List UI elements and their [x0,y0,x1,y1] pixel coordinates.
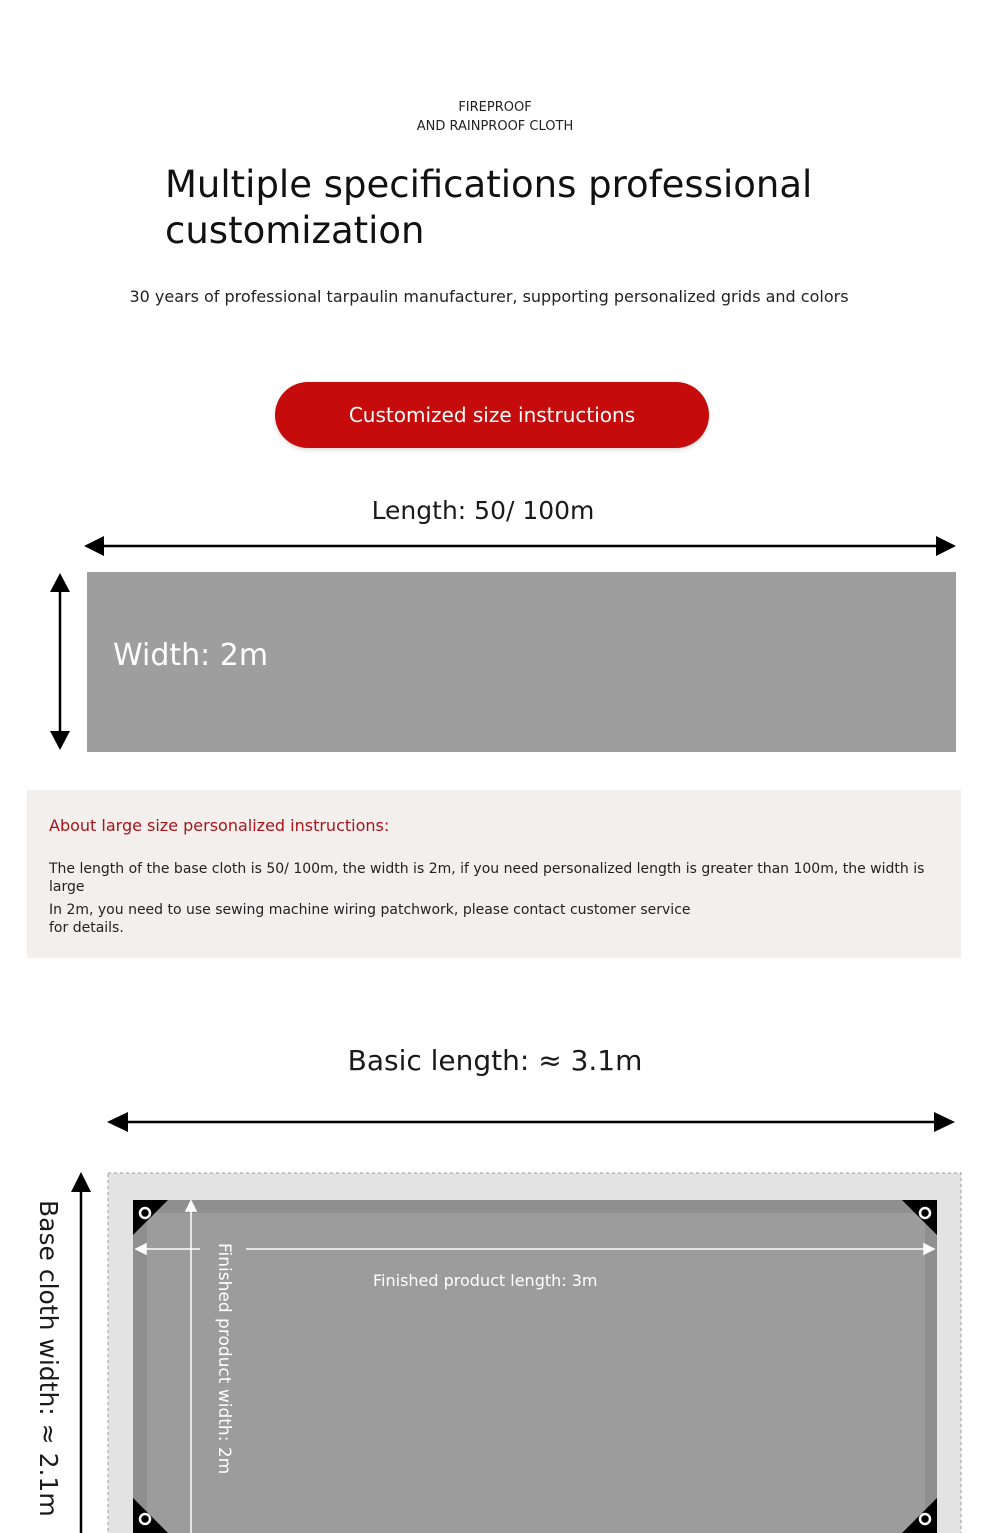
info-heading: About large size personalized instructions: [49,816,390,835]
kicker-line-2: AND RAINPROOF CLOTH [416,119,574,134]
base-width-label: Base cloth width: ≈ 2.1m [34,1200,63,1517]
basic-length-label: Basic length: ≈ 3.1m [347,1044,643,1077]
page-title: Multiple specifications professional customization [165,163,813,252]
info-line-2: In 2m, you need to use sewing machine wiring patchwork, please contact customer service for details. [49,902,691,936]
kicker-line-1: FIREPROOF [458,100,532,115]
subtitle: 30 years of professional tarpaulin manufacturer, supporting personalized grids and colors [129,287,849,306]
length-arrow-icon [84,536,956,556]
base-width-arrow-icon [71,1172,91,1533]
product-diagram [0,1100,990,1533]
width-arrow-icon [50,573,70,750]
basic-length-arrow-icon [107,1112,955,1132]
info-line-1: The length of the base cloth is 50/ 100m, the width is 2m, if you need personalized length is greater than 100m, the width is large [49,861,925,895]
finished-cloth [147,1213,925,1533]
finished-width-label: Finished product width: 2m [214,1243,234,1475]
info-box [27,790,961,958]
customized-size-button[interactable]: Customized size instructions [275,382,709,448]
length-label: Length: 50/ 100m [371,496,595,525]
width-label: Width: 2m [113,638,269,673]
kicker [0,98,990,136]
finished-length-label: Finished product length: 3m [373,1271,598,1290]
